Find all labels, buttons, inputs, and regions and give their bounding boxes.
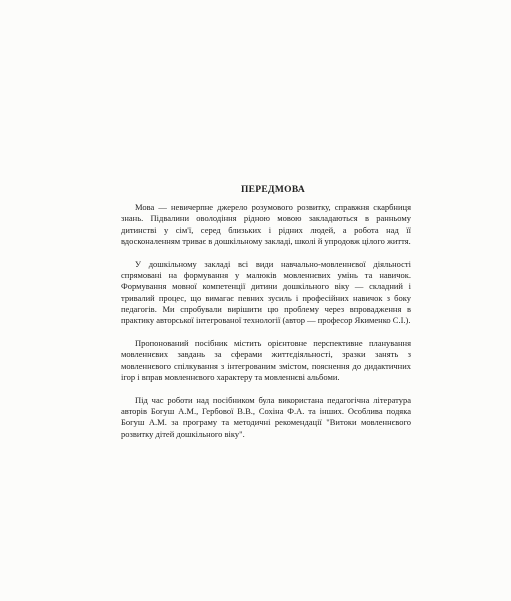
paragraph-4: Під час роботи над посібником була використана педагогічна література авторів Богуш А.М., Гербової В.В., Сохіна Ф.А. та інших. Особлива подяка Богуш А.М. за програму та методичні рекомендації "Витоки мовленнєвого розвитку дітей дошкільного віку". bbox=[121, 395, 411, 439]
document-body bbox=[121, 185, 411, 452]
paragraph-3: Пропонований посібник містить орієнтовне перспективне планування мовленнєвих завдань за сферами життєдіяльності, зразки занять з мовленнєвого спілкування з інтегрованим змістом, пояснення до дидактичних ігор і вправ мовленнєвого характеру та мовленнєві альбоми. bbox=[121, 338, 411, 382]
paragraph-1: Мова — невичерпне джерело розумового розвитку, справжня скарбниця знань. Підвалини оволодіння рідною мовою закладаються в ранньому дитинстві у сім'ї, серед близьких і рідних людей, а робота над її вдосконаленням триває в дошкільному закладі, школі й упродовж цілого життя. bbox=[121, 202, 411, 246]
paragraph-2: У дошкільному закладі всі види навчально-мовленнєвої діяльності спрямовані на формування у малюків мовленнєвих умінь та навичок. Формування мовної компетенції дитини дошкільного віку — складний і тривалий процес, що вимагає певних зусиль і професійних навичок з боку педагогів. Ми спробували вирішити цю проблему через впровадження в практику авторської інтегрованої технології (автор — професор Якименко С.І.). bbox=[121, 259, 411, 326]
page-title: ПЕРЕДМОВА bbox=[240, 185, 306, 195]
